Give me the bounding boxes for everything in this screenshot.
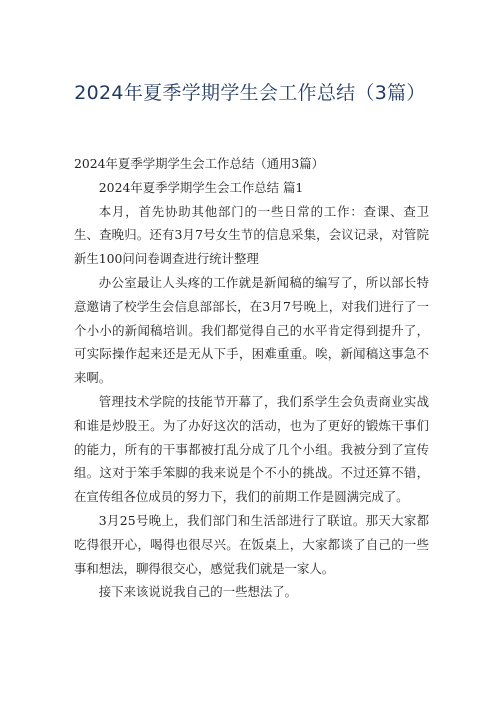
paragraph-4: 3月25号晚上，我们部门和生活部进行了联谊。那天大家都吃得很开心，喝得也很尽兴。在饭桌上，大家都谈了自己的一些事和想法，聊得很交心，感觉我们就是一家人。 bbox=[74, 512, 429, 576]
paragraph-2: 办公室最让人头疼的工作就是新闻稿的编写了，所以部长特意邀请了校学生会信息部部长，在3月7号晚上，对我们进行了一个小小的新闻稿培训。我们都觉得自己的水平肯定得到提升了，可实际操作起来还是无从下手，困难重重。唉，新闻稿这事急不来啊。 bbox=[74, 274, 429, 386]
document-subtitle: 2024年夏季学期学生会工作总结（通用3篇） bbox=[74, 156, 325, 171]
document-body bbox=[74, 152, 429, 604]
paragraph-1: 本月，首先协助其他部门的一些日常的工作：查课、查卫生、查晚归。还有3月7号女生节的信息采集，会议记录，对管院新生100问问卷调查进行统计整理 bbox=[74, 203, 429, 267]
paragraph-3: 管理技术学院的技能节开幕了，我们系学生会负责商业实战和谁是炒股王。为了办好这次的活动，也为了更好的锻炼干事们的能力，所有的干事都被打乱分成了几个小组。我被分到了宣传组。这对于笨手笨脚的我来说是个不小的挑战。不过还算不错，在宣传组各位成员的努力下，我们的前期工作是圆满完成了。 bbox=[74, 393, 429, 505]
section-heading: 2024年夏季学期学生会工作总结 篇1 bbox=[98, 179, 304, 195]
document-title: 2024年夏季学期学生会工作总结（3篇） bbox=[74, 82, 426, 104]
paragraph-5: 接下来该说说我自己的一些想法了。 bbox=[98, 584, 298, 600]
